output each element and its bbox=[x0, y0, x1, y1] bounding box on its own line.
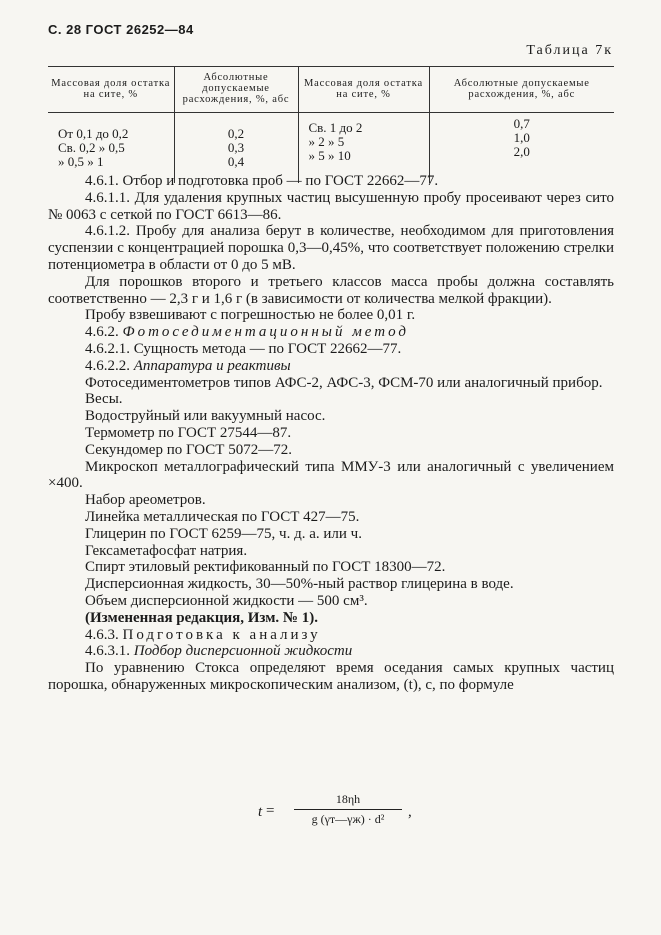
table-header-row bbox=[48, 67, 614, 113]
paragraph: Пробу взвешивают с погрешностью не более 0,01 г. bbox=[85, 307, 416, 324]
cell-value: 0,7 bbox=[513, 116, 530, 131]
list-item: Линейка металлическая по ГОСТ 427—75. bbox=[85, 508, 360, 525]
paragraph: 4.6.2.1. Сущность метода — по ГОСТ 22662—77. bbox=[85, 340, 402, 357]
cell-value: 1,0 bbox=[513, 130, 530, 145]
cell-value: » 0,5 » 1 bbox=[58, 154, 104, 169]
cell-value: Св. 0,2 » 0,5 bbox=[58, 140, 125, 155]
table-row bbox=[48, 113, 614, 183]
paragraph: По уравнению Стокса определяют время оседания самых крупных частиц порошка, обнаруженных микроскопическим анализом, (t), с, по формуле bbox=[48, 660, 614, 693]
table-title: Таблица 7к bbox=[526, 43, 613, 58]
list-item: Термометр по ГОСТ 27544—87. bbox=[85, 424, 292, 441]
list-item: Набор ареометров. bbox=[85, 492, 206, 509]
table-cell bbox=[298, 113, 429, 183]
paragraph: Для порошков второго и третьего классов масса пробы должна составлять соответственно — 2,3 г и 1,6 г (в зависимости от количества мелкой фракции). bbox=[48, 273, 614, 307]
table-header-cell: Абсолютные допускаемые расхождения, %, абс bbox=[429, 67, 614, 113]
table-header-cell: Абсолютные допускаемые расхождения, %, абс bbox=[174, 67, 298, 113]
section-title: Подбор дисперсионной жидкости bbox=[133, 643, 353, 660]
cell-value: » 2 » 5 bbox=[308, 134, 345, 149]
cell-value: 0,3 bbox=[227, 140, 245, 155]
list-item: Весы. bbox=[85, 391, 123, 408]
cell-value: 0,4 bbox=[227, 154, 245, 169]
cell-value: » 5 » 10 bbox=[308, 148, 351, 163]
list-item: Секундомер по ГОСТ 5072—72. bbox=[85, 441, 292, 458]
table-cell bbox=[174, 113, 298, 183]
list-item: Микроскоп металлографический типа ММУ-3 или аналогичный с увеличением ×400. bbox=[48, 458, 614, 492]
list-item: Фотоседиментометров типов АФС-2, АФС-3, ФСМ-70 или аналогичный прибор. bbox=[85, 374, 603, 391]
page-header: С. 28 ГОСТ 26252—84 bbox=[48, 22, 194, 37]
section-heading bbox=[48, 643, 614, 660]
amendment-note: (Измененная редакция, Изм. № 1). bbox=[85, 609, 319, 626]
section-title: Аппаратура и реактивы bbox=[133, 357, 291, 374]
cell-value: Св. 1 до 2 bbox=[308, 120, 363, 135]
list-item: Гексаметафосфат натрия. bbox=[85, 542, 248, 559]
formula-lhs: t bbox=[258, 804, 263, 820]
formula-numerator: 18ηh bbox=[335, 792, 361, 806]
section-number: 4.6.2. bbox=[85, 324, 119, 341]
section-number: 4.6.2.2. bbox=[85, 357, 130, 374]
table-header-cell: Массовая доля остатка на сите, % bbox=[298, 67, 429, 113]
section-number: 4.6.3. bbox=[85, 626, 119, 643]
section-heading bbox=[48, 324, 614, 341]
section-heading bbox=[48, 627, 614, 644]
list-item: Спирт этиловый ректификованный по ГОСТ 18300—72. bbox=[85, 559, 446, 576]
list-item: Дисперсионная жидкость, 30—50%-ный раствор глицерина в воде. bbox=[85, 576, 514, 593]
list-item: Объем дисперсионной жидкости — 500 см³. bbox=[85, 592, 368, 609]
list-item: Глицерин по ГОСТ 6259—75, ч. д. а. или ч. bbox=[85, 525, 362, 542]
list-item: Водоструйный или вакуумный насос. bbox=[85, 408, 326, 425]
formula-equals: = bbox=[266, 803, 275, 819]
paragraph: 4.6.1. Отбор и подготовка проб — по ГОСТ 22662—77. bbox=[85, 173, 439, 189]
table-header-cell: Массовая доля остатка на сите, % bbox=[48, 67, 174, 113]
cell-value: От 0,1 до 0,2 bbox=[58, 126, 129, 141]
section-title: Подготовка к анализу bbox=[122, 626, 321, 643]
section-heading bbox=[48, 358, 614, 375]
paragraph: 4.6.1.1. Для удаления крупных частиц высушенную пробу просеивают через сито № 0063 с сеткой по ГОСТ 6613—86. bbox=[48, 189, 614, 223]
section-number: 4.6.3.1. bbox=[85, 643, 130, 660]
cell-value: 2,0 bbox=[513, 144, 530, 159]
data-table bbox=[48, 66, 614, 183]
table-cell bbox=[429, 113, 614, 183]
stokes-formula bbox=[258, 792, 438, 832]
table-cell bbox=[48, 113, 174, 183]
body-text bbox=[48, 173, 614, 694]
cell-value: 0,2 bbox=[227, 126, 245, 141]
section-title: Фотоседиментационный метод bbox=[122, 324, 409, 341]
formula-comma: , bbox=[408, 804, 412, 820]
formula-denominator: g (γт—γж) · d² bbox=[311, 812, 385, 826]
paragraph: 4.6.1.2. Пробу для анализа берут в количестве, необходимом для приготовления суспензии с концентрацией порошка 0,3—0,45%, что соответствует положению стрелки потенциометра в области от 0 до 5 мВ. bbox=[48, 223, 614, 273]
fraction-bar bbox=[294, 809, 402, 810]
